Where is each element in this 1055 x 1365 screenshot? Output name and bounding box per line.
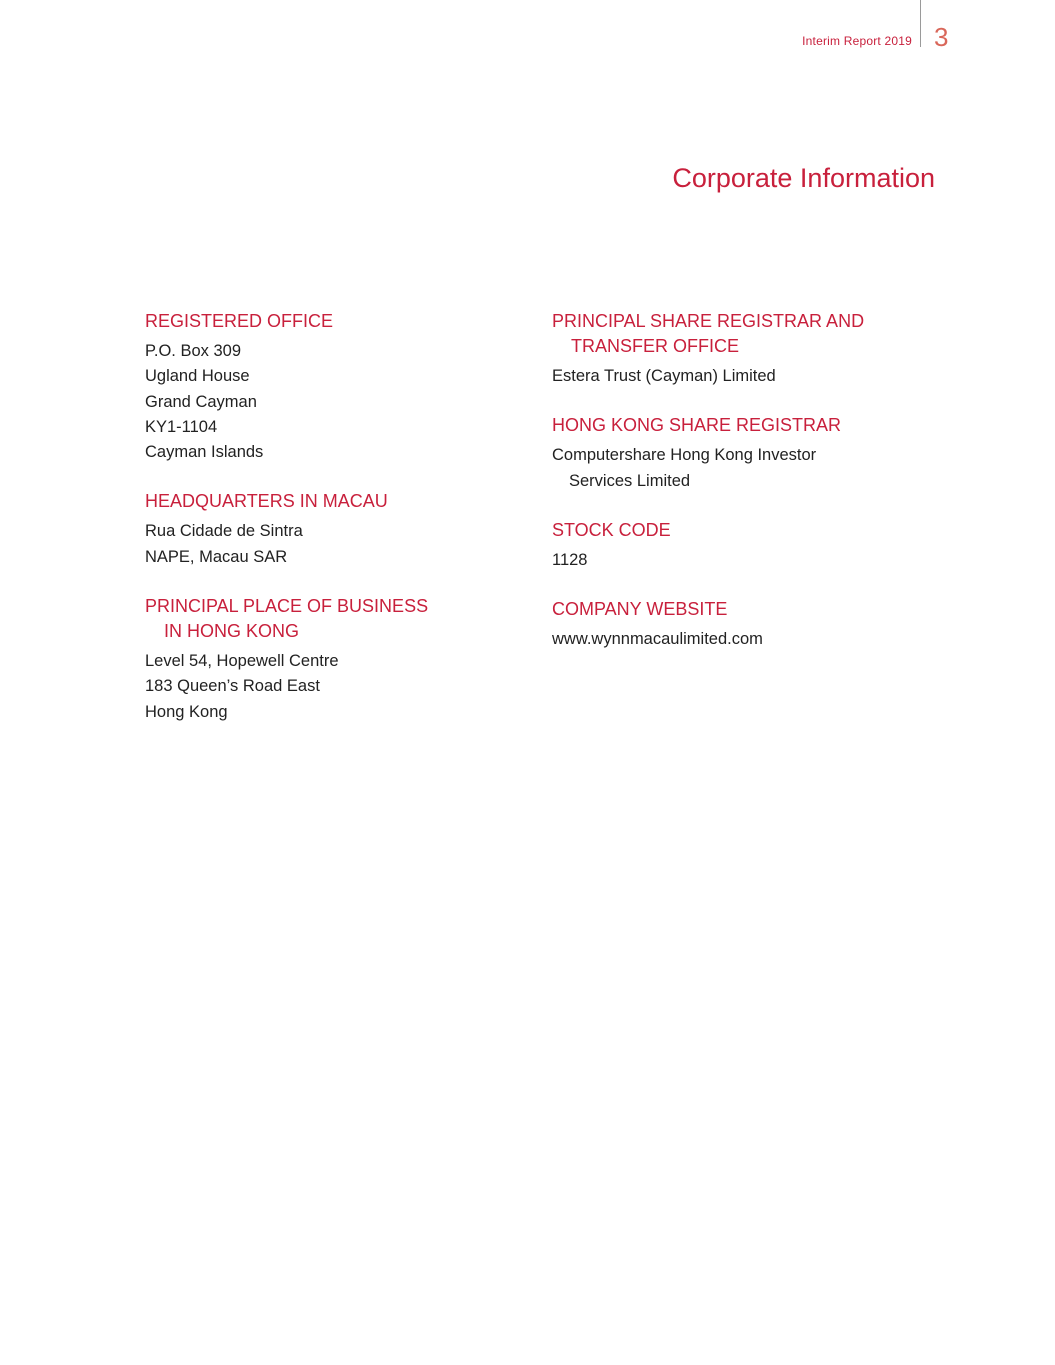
- section-heading-continuation: IN HONG KONG: [164, 621, 300, 642]
- report-title: Interim Report 2019: [802, 34, 912, 48]
- registrar-name: Computershare Hong Kong Investor: [552, 446, 817, 465]
- website-link[interactable]: www.wynnmacaulimited.com: [552, 630, 763, 649]
- page-number: 3: [934, 22, 949, 52]
- header-divider: [920, 0, 921, 47]
- address-line: NAPE, Macau SAR: [145, 547, 288, 566]
- principal-registrar-section: [552, 309, 952, 389]
- left-column: [145, 309, 515, 749]
- stock-code-value: 1128: [552, 550, 588, 569]
- address-line: P.O. Box 309: [145, 342, 242, 360]
- stock-code-section: [552, 518, 952, 573]
- section-heading: HONG KONG SHARE REGISTRAR: [552, 415, 842, 436]
- section-heading: PRINCIPAL SHARE REGISTRAR AND: [552, 311, 865, 331]
- principal-place-section: [145, 594, 515, 725]
- address-line: Ugland House: [145, 367, 250, 386]
- page-title: Corporate Information: [672, 163, 935, 193]
- section-heading: REGISTERED OFFICE: [145, 311, 334, 331]
- section-heading: HEADQUARTERS IN MACAU: [145, 491, 388, 512]
- address-line: Level 54, Hopewell Centre: [145, 652, 339, 671]
- right-column: [552, 309, 952, 676]
- section-heading: COMPANY WEBSITE: [552, 599, 728, 620]
- hk-registrar-section: [552, 413, 952, 494]
- registrar-name: Estera Trust (Cayman) Limited: [552, 367, 776, 385]
- address-line: Rua Cidade de Sintra: [145, 522, 303, 541]
- section-heading-continuation: TRANSFER OFFICE: [571, 336, 740, 356]
- registrar-name-continuation: Services Limited: [569, 471, 691, 490]
- section-heading: STOCK CODE: [552, 519, 671, 540]
- address-line: Grand Cayman: [145, 392, 257, 411]
- address-line: KY1-1104: [145, 417, 218, 436]
- registered-office-section: [145, 309, 515, 465]
- headquarters-section: [145, 489, 515, 570]
- section-heading: PRINCIPAL PLACE OF BUSINESS: [145, 596, 429, 617]
- address-line: Hong Kong: [145, 702, 228, 721]
- address-line: Cayman Islands: [145, 443, 264, 462]
- website-section: [552, 597, 952, 652]
- address-line: 183 Queen’s Road East: [145, 677, 320, 696]
